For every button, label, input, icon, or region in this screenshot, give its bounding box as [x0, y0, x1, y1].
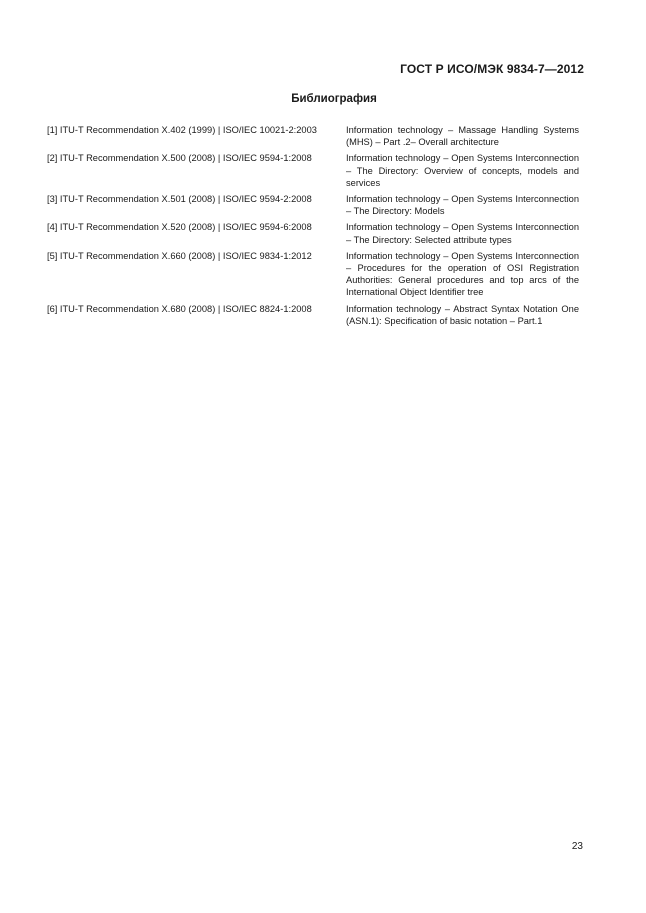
- bibliography-reference: [3] ITU-T Recommendation X.501 (2008) | ISO/IEC 9594-2:2008: [47, 194, 312, 205]
- bibliography-entry: [47, 193, 584, 217]
- bibliography-reference: [4] ITU-T Recommendation X.520 (2008) | ISO/IEC 9594-6:2008: [47, 222, 312, 233]
- bibliography-description: Information technology – Open Systems Interconnection – The Directory: Models: [346, 194, 579, 217]
- bibliography-reference: [5] ITU-T Recommendation X.660 (2008) | ISO/IEC 9834-1:2012: [47, 250, 312, 261]
- bibliography-entry: [47, 221, 584, 245]
- bibliography-reference: [2] ITU-T Recommendation X.500 (2008) | ISO/IEC 9594-1:2008: [47, 153, 312, 164]
- page-number: 23: [571, 841, 583, 852]
- bibliography-description: Information technology – Abstract Syntax Notation One (ASN.1): Specification of basic notation – Part.1: [346, 303, 579, 326]
- standard-code-header: ГОСТ Р ИСО/МЭК 9834-7—2012: [400, 62, 584, 76]
- bibliography-list: [47, 124, 584, 331]
- bibliography-description: Information technology – Massage Handling Systems (MHS) – Part .2– Overall architecture: [346, 125, 579, 148]
- bibliography-description: Information technology – Open Systems Interconnection – The Directory: Selected attribute types: [346, 222, 579, 245]
- bibliography-description: Information technology – Open Systems Interconnection – Procedures for the operation of OSI Registration Authorities: General procedures and top arcs of the International Object Identifier tree: [346, 250, 579, 298]
- bibliography-entry: [47, 250, 584, 299]
- bibliography-description: Information technology – Open Systems Interconnection – The Directory: Overview of concepts, models and services: [346, 153, 579, 188]
- bibliography-reference: [6] ITU-T Recommendation X.680 (2008) | ISO/IEC 8824-1:2008: [47, 303, 312, 314]
- bibliography-reference: [1] ITU-T Recommendation X.402 (1999) | ISO/IEC 10021-2:2003: [47, 125, 317, 135]
- bibliography-title: Библиография: [291, 93, 377, 105]
- bibliography-entry: [47, 152, 584, 189]
- bibliography-entry: [47, 124, 584, 148]
- bibliography-entry: [47, 303, 584, 327]
